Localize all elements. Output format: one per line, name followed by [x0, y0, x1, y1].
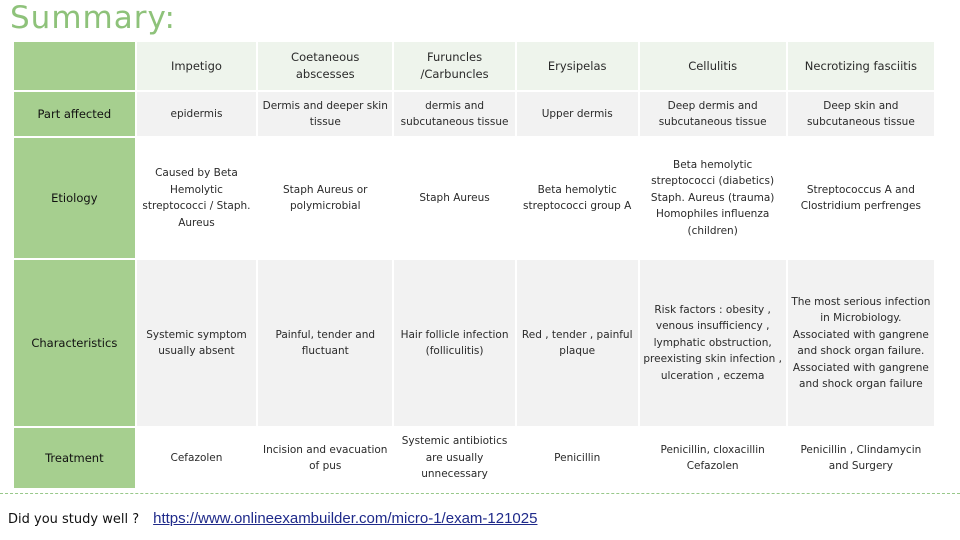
table-cell: Beta hemolytic streptococci (diabetics) Staph. Aureus (trauma) Homophiles influenza (children) [640, 138, 786, 258]
header-corner-cell [14, 42, 135, 90]
table-cell: Red , tender , painful plaque [517, 260, 638, 426]
column-header-furuncles-carbuncles: Furuncles /Carbuncles [394, 42, 515, 90]
table-row-characteristics [14, 260, 934, 426]
table-cell: Caused by Beta Hemolytic streptococci / Staph. Aureus [137, 138, 257, 258]
column-header-necrotizing-fasciitis: Necrotizing fasciitis [788, 42, 934, 90]
exam-link[interactable]: https://www.onlineexambuilder.com/micro-1/exam-121025 [153, 510, 538, 527]
table-row-part-affected [14, 92, 934, 136]
table-cell: Dermis and deeper skin tissue [258, 92, 392, 136]
table-cell: Beta hemolytic streptococci group A [517, 138, 638, 258]
table-cell: Deep skin and subcutaneous tissue [788, 92, 934, 136]
table-row-treatment [14, 428, 934, 488]
table-cell: Penicillin [517, 428, 638, 488]
table-cell: Upper dermis [517, 92, 638, 136]
table-cell: Deep dermis and subcutaneous tissue [640, 92, 786, 136]
column-header-impetigo: Impetigo [137, 42, 257, 90]
header-row [14, 42, 934, 90]
table-cell: Staph Aureus or polymicrobial [258, 138, 392, 258]
table-cell: Systemic antibiotics are usually unnecessary [394, 428, 515, 488]
summary-table [12, 40, 936, 490]
table-cell: dermis and subcutaneous tissue [394, 92, 515, 136]
footer-question: Did you study well ? [8, 512, 140, 527]
page-title: Summary: [10, 0, 176, 36]
divider [0, 493, 960, 494]
row-label-characteristics: Characteristics [14, 260, 135, 426]
table-cell: epidermis [137, 92, 257, 136]
footer [8, 510, 537, 534]
row-label-treatment: Treatment [14, 428, 135, 488]
column-header-erysipelas: Erysipelas [517, 42, 638, 90]
table-cell: Staph Aureus [394, 138, 515, 258]
column-header-cellulitis: Cellulitis [640, 42, 786, 90]
row-label-etiology: Etiology [14, 138, 135, 258]
table-row-etiology [14, 138, 934, 258]
table-cell: Penicillin , Clindamycin and Surgery [788, 428, 934, 488]
column-header-coetaneous-abscesses: Coetaneous abscesses [258, 42, 392, 90]
row-label-part-affected: Part affected [14, 92, 135, 136]
table-cell: Systemic symptom usually absent [137, 260, 257, 426]
table-cell: Painful, tender and fluctuant [258, 260, 392, 426]
table-cell: Streptococcus A and Clostridium perfrenges [788, 138, 934, 258]
table-cell: Cefazolen [137, 428, 257, 488]
table-cell: Hair follicle infection (folliculitis) [394, 260, 515, 426]
table-cell: The most serious infection in Microbiology. Associated with gangrene and shock organ failure. Associated with gangrene and shock organ failure [788, 260, 934, 426]
table-cell: Risk factors : obesity , venous insufficiency , lymphatic obstruction, preexisting skin infection , ulceration , eczema [640, 260, 786, 426]
table-cell: Penicillin, cloxacillin Cefazolen [640, 428, 786, 488]
table-cell: Incision and evacuation of pus [258, 428, 392, 488]
